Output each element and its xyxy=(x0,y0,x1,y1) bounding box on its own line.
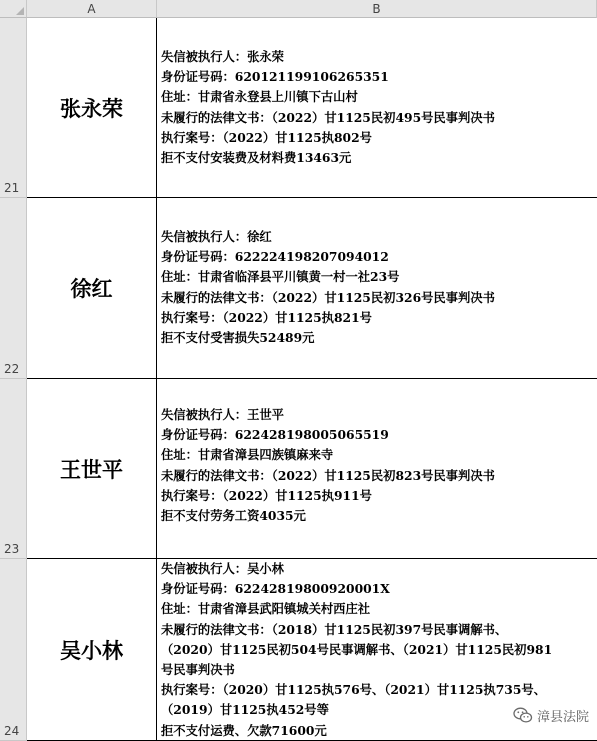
row-header-24[interactable] xyxy=(0,559,27,741)
row-header-21[interactable] xyxy=(0,18,27,198)
detail-line: 失信被执行人：徐红 xyxy=(161,229,272,244)
name-cell[interactable]: 吴小林 xyxy=(27,559,157,741)
column-header-b[interactable]: B xyxy=(157,0,597,18)
row-header-23[interactable] xyxy=(0,379,27,559)
detail-line: 未履行的法律文书：（2022）甘1125民初823号民事判决书 xyxy=(161,467,495,483)
detail-line: 未履行的法律文书：（2022）甘1125民初495号民事判决书 xyxy=(161,109,495,125)
detail-line: 执行案号：（2020）甘1125执576号、（2021）甘1125执735号、 xyxy=(161,682,546,698)
detail-line: 住址：甘肃省漳县四族镇麻来寺 xyxy=(161,447,334,463)
detail-line: 执行案号：（2022）甘1125执911号 xyxy=(161,487,372,503)
detail-line: 拒不支付运费、欠款71600元 xyxy=(161,722,327,738)
row-number: 22 xyxy=(4,362,20,376)
name-cell[interactable]: 张永荣 xyxy=(27,18,157,198)
detail-line: 拒不支付劳务工资4035元 xyxy=(161,508,306,524)
detail-line: 失信被执行人：吴小林 xyxy=(161,561,284,576)
row-number: 24 xyxy=(4,724,20,738)
detail-line: 身份证号码：620121199106265351 xyxy=(161,69,389,85)
detail-line: （2019）甘1125执452号等 xyxy=(161,702,329,718)
details-cell[interactable] xyxy=(157,379,597,559)
detail-line: 失信被执行人：张永荣 xyxy=(161,49,284,64)
detail-line: 执行案号：（2022）甘1125执802号 xyxy=(161,129,372,145)
detail-line: 住址：甘肃省永登县上川镇下古山村 xyxy=(161,89,358,105)
detail-line: 执行案号：（2022）甘1125执821号 xyxy=(161,309,372,325)
detail-line: 失信被执行人：王世平 xyxy=(161,407,284,422)
detail-line: 住址：甘肃省临泽县平川镇黄一村一社23号 xyxy=(161,269,400,285)
wechat-watermark xyxy=(513,706,589,725)
detail-line: 未履行的法律文书：（2018）甘1125民初397号民事调解书、 xyxy=(161,621,508,637)
row-number: 23 xyxy=(4,542,20,556)
details-cell[interactable] xyxy=(157,198,597,379)
detail-line: （2020）甘1125民初504号民事调解书、（2021）甘1125民初981 xyxy=(161,641,553,657)
detail-line: 拒不支付受害损失52489元 xyxy=(161,330,315,346)
detail-line: 住址：甘肃省漳县武阳镇城关村西庄社 xyxy=(161,601,371,617)
wechat-icon xyxy=(513,707,533,724)
detail-line: 身份证号码：622224198207094012 xyxy=(161,249,389,265)
column-header-row xyxy=(0,0,597,18)
detail-line: 身份证号码：62242819800920001X xyxy=(161,581,390,597)
row-header-22[interactable] xyxy=(0,198,27,379)
detail-line: 未履行的法律文书：（2022）甘1125民初326号民事判决书 xyxy=(161,289,495,305)
detail-line: 号民事判决书 xyxy=(161,662,235,678)
details-cell[interactable] xyxy=(157,18,597,198)
row-number: 21 xyxy=(4,181,20,195)
watermark-text: 漳县法院 xyxy=(536,710,589,725)
name-cell[interactable]: 徐红 xyxy=(27,198,157,379)
detail-line: 身份证号码：622428198005065519 xyxy=(161,427,389,443)
name-cell[interactable]: 王世平 xyxy=(27,379,157,559)
detail-line: 拒不支付安装费及材料费13463元 xyxy=(161,150,352,166)
select-all-corner[interactable] xyxy=(0,0,27,18)
column-header-a[interactable]: A xyxy=(27,0,157,18)
